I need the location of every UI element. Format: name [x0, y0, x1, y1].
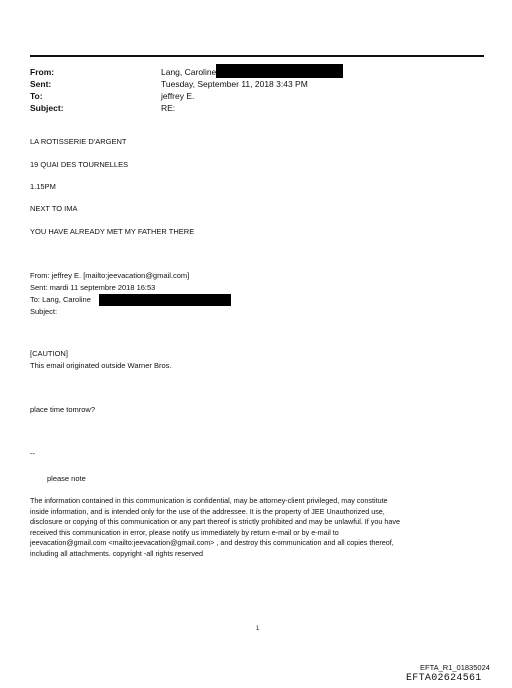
footer-ref-1: EFTA_R1_01835024 [420, 663, 490, 672]
quoted-from: From: jeffrey E. [mailto:jeevacation@gmail.com] [30, 271, 190, 280]
message-line: NEXT TO IMA [30, 204, 78, 213]
subject-value: RE: [161, 103, 176, 113]
caution-title: [CAUTION] [30, 349, 68, 358]
from-value: Lang, Caroline [161, 67, 217, 77]
message-line: 1.15PM [30, 182, 56, 191]
header-rule [30, 55, 484, 57]
subject-label: Subject: [30, 103, 64, 113]
caution-text: This email originated outside Warner Bros. [30, 361, 172, 370]
disclaimer-line: received this communication in error, please notify us immediately by return e-mail or by e-mail to [30, 527, 339, 537]
signature-separator: -- [30, 449, 35, 458]
quoted-body: place time tomrow? [30, 405, 96, 414]
message-line: YOU HAVE ALREADY MET MY FATHER THERE [30, 227, 195, 236]
disclaimer [30, 496, 490, 559]
to-value: jeffrey E. [161, 91, 195, 101]
disclaimer-line: inside information, and is intended only for the use of the addressee. It is the property of JEE Unauthorized use, [30, 506, 385, 516]
disclaimer-line: jeevacation@gmail.com <mailto:jeevacation@gmail.com> , and destroy this communication and all copies thereof, [30, 538, 394, 547]
disclaimer-line: disclosure or copying of this communication or any part thereof is strictly prohibited and may be unlawful. If you have [30, 517, 400, 526]
disclaimer-line: including all attachments. copyright -all rights reserved [30, 548, 203, 558]
page-number: 1 [256, 626, 260, 632]
footer-ref-2: EFTA02624561 [406, 673, 482, 684]
quoted-subject: Subject: [30, 307, 58, 316]
redaction-box [99, 294, 231, 306]
disclaimer-line: The information contained in this communication is confidential, may be attorney-client privileged, may constitute [30, 496, 388, 505]
quoted-sent: Sent: mardi 11 septembre 2018 16:53 [30, 283, 156, 292]
quoted-to: To: Lang, Caroline [30, 295, 91, 304]
from-label: From: [30, 67, 55, 77]
message-line: LA ROTISSERIE D'ARGENT [30, 137, 127, 146]
to-label: To: [30, 91, 43, 101]
sent-value: Tuesday, September 11, 2018 3:43 PM [161, 79, 308, 89]
message-line: 19 QUAI DES TOURNELLES [30, 160, 129, 169]
note-heading: please note [47, 474, 86, 483]
sent-label: Sent: [30, 79, 52, 89]
redaction-box [216, 64, 343, 78]
